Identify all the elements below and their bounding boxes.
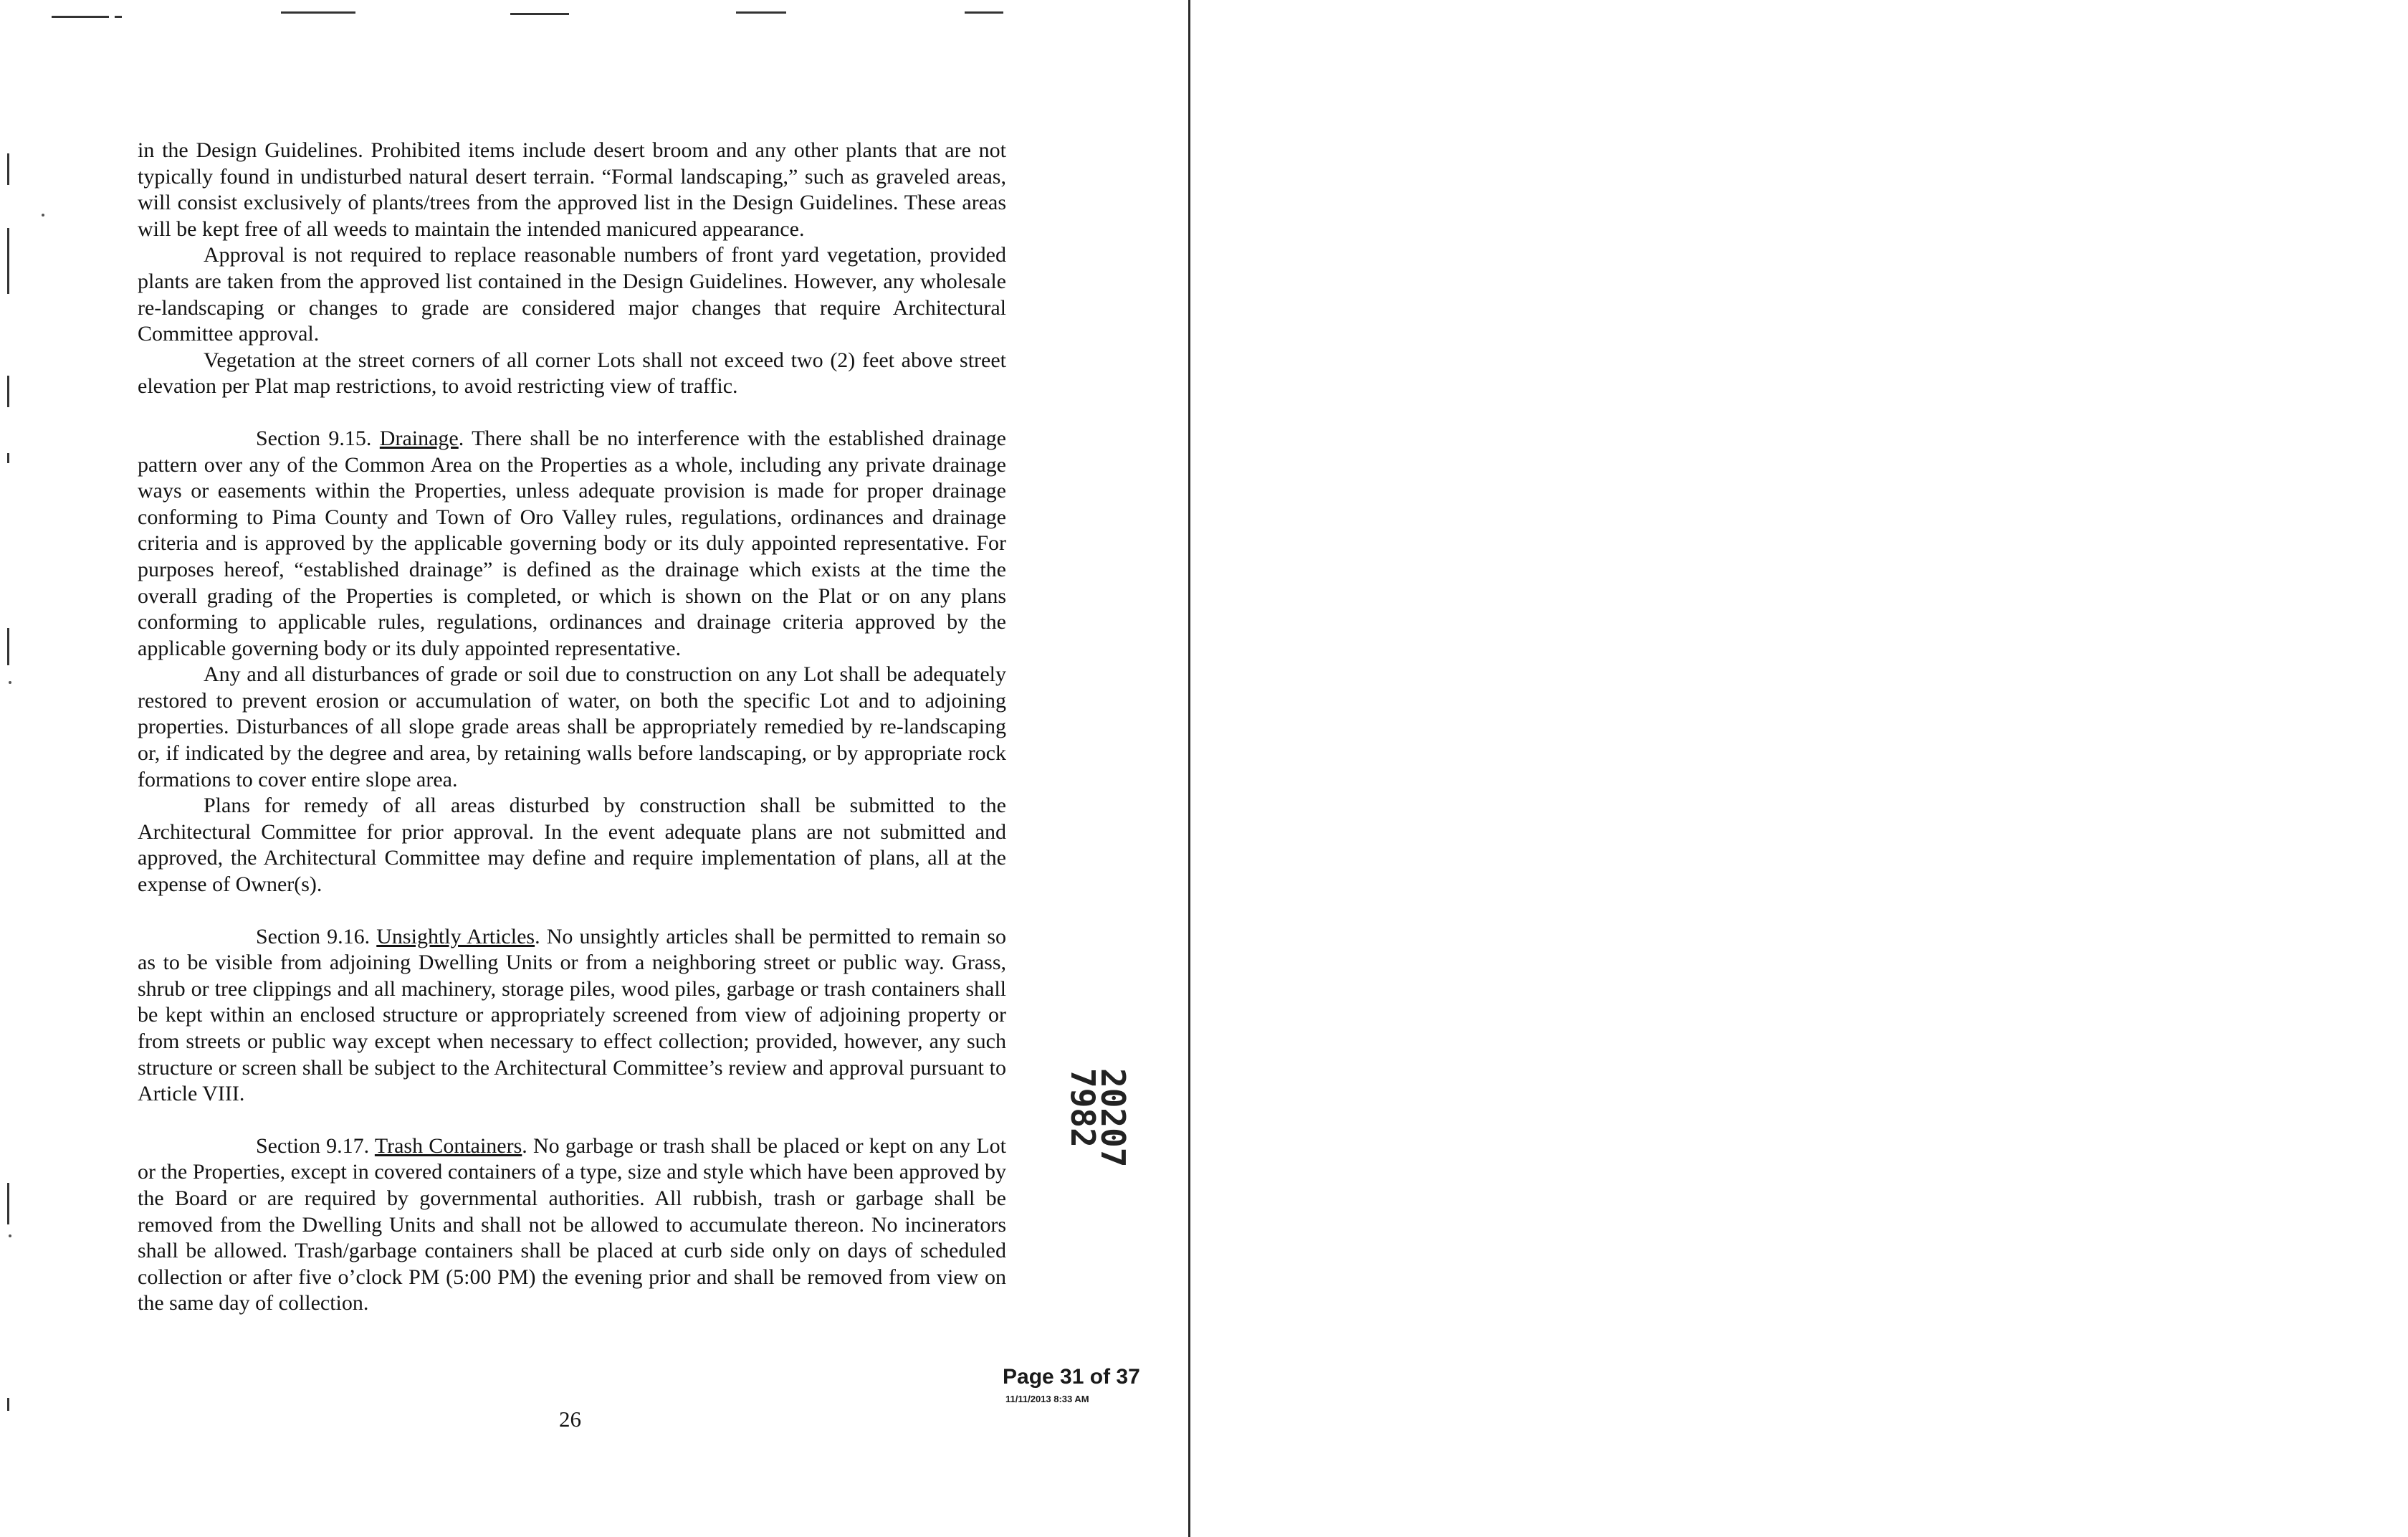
timestamp: 11/11/2013 8:33 AM (1005, 1394, 1089, 1404)
paragraph: Any and all disturbances of grade or soil due to construction on any Lot shall be adequately restored to prevent erosion or accumulation of water, on both the specific Lot and to adjoining properties. Disturbances of all slope grade areas shall be appropriately remedied by re-landscaping or, if indicated by the degree and area, by retaining walls before landscaping, or by appropriate rock formations to cover entire slope area. (138, 662, 1006, 791)
scan-mark (736, 11, 786, 14)
section-text: No garbage or trash shall be placed or kept on any Lot or the Properties, except in covered containers of a type, size and style which have been approved by the Board or are required by governmental authorities. All rubbish, trash or garbage shall be removed from the Dwelling Units and shall not be allowed to accumulate thereon. No incinerators shall be allowed. Trash/garbage containers shall be placed at curb side only on days of scheduled collection or after five o’clock PM (5:00 PM) the evening prior and shall be removed from view on the same day of collection. (138, 1133, 1006, 1315)
scan-mark (7, 1183, 9, 1224)
scan-mark (115, 16, 122, 18)
section-text: There shall be no interference with the established drainage pattern over any of the Common Area on the Properties as a whole, including any private drainage ways or easements within the Properties, unless adequate provision is made for proper drainage conforming to Pima County and Town of Oro Valley rules, regulations, ordinances and drainage criteria and is approved by the applicable governing body or its duly appointed representative. For purposes hereof, “established drainage” is defined as the drainage which exists at the time the overall grading of the Properties is completed, or which is shown on the Plat or on any plans conforming to applicable rules, regulations, ordinances and drainage criteria approved by the applicable governing body or its duly appointed representative. (138, 426, 1006, 660)
scan-mark (965, 11, 1003, 14)
paragraph: Vegetation at the street corners of all corner Lots shall not exceed two (2) feet above street elevation per Plat map restrictions, to avoid restricting view of traffic. (138, 348, 1006, 399)
section-title: Trash Containers (374, 1133, 522, 1158)
section-title: Unsightly Articles (376, 924, 535, 948)
blank-right-pane (1190, 0, 2408, 1537)
section-title: Drainage (379, 426, 459, 450)
scan-mark (9, 681, 11, 684)
section-number: Section 9.16. (256, 924, 371, 948)
scan-mark (7, 228, 9, 294)
section-9-16: Section 9.16. Unsightly Articles. No unsightly articles shall be permitted to remain so as to be visible from adjoining Dwelling Units or from a neighboring street or public way. Grass, shrub or tree clippings and all machinery, storage piles, wood piles, garbage or trash containers shall be kept within an enclosed structure or appropriately screened from view of adjoining property or from streets or public way except when necessary to effect collection; provided, however, any such structure or screen shall be subject to the Architectural Committee’s review and approval pursuant to Article VIII. (138, 924, 1006, 1106)
section-9-15: Section 9.15. Drainage. There shall be no interference with the established drainage pattern over any of the Common Area on the Properties as a whole, including any private drainage ways or easements within the Properties, unless adequate provision is made for proper drainage conforming to Pima County and Town of Oro Valley rules, regulations, ordinances and drainage criteria and is approved by the applicable governing body or its duly appointed representative. For purposes hereof, “established drainage” is defined as the drainage which exists at the time the overall grading of the Properties is completed, or which is shown on the Plat or on any plans conforming to applicable rules, regulations, ordinances and drainage criteria approved by the applicable governing body or its duly appointed representative. (138, 426, 1006, 660)
page-label: Page 31 of 37 (1003, 1365, 1140, 1389)
paragraph: in the Design Guidelines. Prohibited items include desert broom and any other plants that are not typically found in undisturbed natural desert terrain. “Formal landscaping,” such as graveled areas, will consist exclusively of plants/trees from the approved list in the Design Guidelines. These areas will be kept free of all weeds to maintain the intended manicured appearance. (138, 138, 1006, 241)
section-9-17: Section 9.17. Trash Containers. No garbage or trash shall be placed or kept on any Lot or the Properties, except in covered containers of a type, size and style which have been approved by the Board or are required by governmental authorities. All rubbish, trash or garbage shall be removed from the Dwelling Units and shall not be allowed to accumulate thereon. No incinerators shall be allowed. Trash/garbage containers shall be placed at curb side only on days of scheduled collection or after five o’clock PM (5:00 PM) the evening prior and shall be removed from view on the same day of collection. (138, 1133, 1006, 1315)
scan-mark (281, 11, 355, 14)
section-number: Section 9.15. (256, 426, 372, 450)
scan-mark (42, 214, 44, 216)
scan-mark (7, 376, 9, 407)
document-body (138, 138, 1006, 1317)
scan-mark (7, 628, 9, 665)
page-number: 26 (559, 1407, 581, 1432)
section-number: Section 9.17. (256, 1133, 370, 1158)
scan-mark (7, 1398, 9, 1411)
scan-mark (7, 153, 9, 185)
paragraph: Plans for remedy of all areas disturbed by construction shall be submitted to the Architectural Committee for prior approval. In the event adequate plans are not submitted and approved, the Architectural Committee may define and require implementation of plans, all at the expense of Owner(s). (138, 794, 1006, 897)
recording-stamp: 20207 7982 (1064, 1068, 1132, 1168)
scan-mark (9, 1234, 11, 1237)
section-text: No unsightly articles shall be permitted to remain so as to be visible from adjoining Dwelling Units or from a neighboring street or public way. Grass, shrub or tree clippings and all machinery, storage piles, wood piles, garbage or trash containers shall be kept within an enclosed structure or appropriately screened from view of adjoining property or from streets or public way except when necessary to effect collection; provided, however, any such structure or screen shall be subject to the Architectural Committee’s review and approval pursuant to Article VIII. (138, 924, 1006, 1106)
scan-mark (510, 13, 569, 15)
scan-mark (7, 453, 9, 463)
scan-mark (52, 16, 109, 18)
paragraph: Approval is not required to replace reasonable numbers of front yard vegetation, provided plants are taken from the approved list contained in the Design Guidelines. However, any wholesale re-landscaping or changes to grade are considered major changes that require Architectural Committee approval. (138, 243, 1006, 346)
